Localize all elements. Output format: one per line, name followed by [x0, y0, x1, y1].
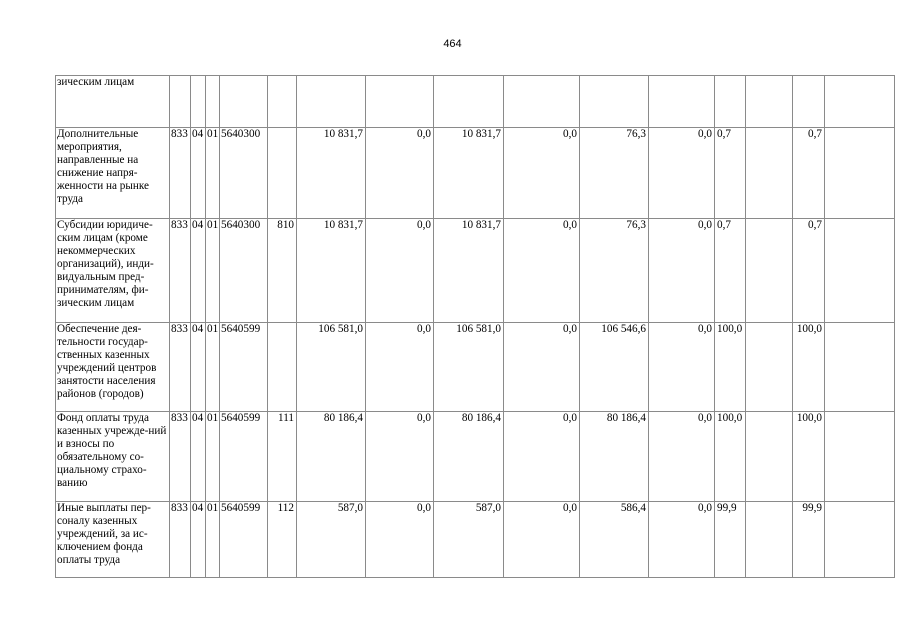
- cell-pct-fed: [746, 76, 793, 128]
- table-row: [56, 219, 895, 323]
- cell-pct-other: [825, 76, 895, 128]
- cell-plan-other: 0,0: [504, 502, 580, 578]
- cell-exec-total: 586,4: [580, 502, 649, 578]
- table-row: [56, 128, 895, 219]
- cell-pct-fed: [746, 502, 793, 578]
- cell-pct-reg: 0,7: [793, 128, 825, 219]
- cell-pct-other: [825, 219, 895, 323]
- cell-plan-total: 106 581,0: [297, 323, 366, 412]
- cell-vr: [268, 128, 297, 219]
- cell-pr: 01: [206, 128, 220, 219]
- cell-exec-fed: [649, 76, 715, 128]
- row-name: Обеспечение дея-тельности государ-ственных казенных учреждений центров занятости населения районов (городов): [56, 323, 170, 412]
- cell-exec-total: 80 186,4: [580, 412, 649, 502]
- cell-pct-total: 100,0: [715, 412, 746, 502]
- cell-gr: 833: [170, 323, 191, 412]
- cell-gr: 833: [170, 412, 191, 502]
- cell-plan-total: 80 186,4: [297, 412, 366, 502]
- cell-csr: 5640599: [220, 323, 268, 412]
- cell-plan-fed: 0,0: [366, 323, 434, 412]
- cell-plan-reg: 10 831,7: [434, 128, 504, 219]
- cell-plan-fed: 0,0: [366, 219, 434, 323]
- cell-pct-fed: [746, 128, 793, 219]
- cell-pct-reg: 100,0: [793, 412, 825, 502]
- cell-exec-total: [580, 76, 649, 128]
- row-name: Дополнительные мероприятия, направленные на снижение напря-женности на рынке труда: [56, 128, 170, 219]
- cell-plan-reg: 80 186,4: [434, 412, 504, 502]
- cell-pct-other: [825, 502, 895, 578]
- cell-exec-fed: 0,0: [649, 128, 715, 219]
- cell-pct-fed: [746, 323, 793, 412]
- cell-exec-fed: 0,0: [649, 412, 715, 502]
- cell-gr: [170, 76, 191, 128]
- table-row: [56, 502, 895, 578]
- cell-plan-other: [504, 76, 580, 128]
- row-name: Субсидии юридиче-ским лицам (кроме некоммерческих организаций), инди-видуальным пред-принимателям, фи-зическим лицам: [56, 219, 170, 323]
- table-row: [56, 76, 895, 128]
- cell-pct-other: [825, 323, 895, 412]
- budget-table: [55, 75, 895, 578]
- cell-plan-total: 10 831,7: [297, 219, 366, 323]
- cell-exec-total: 76,3: [580, 128, 649, 219]
- cell-plan-reg: [434, 76, 504, 128]
- cell-plan-other: 0,0: [504, 128, 580, 219]
- cell-rz: 04: [191, 323, 206, 412]
- cell-plan-fed: 0,0: [366, 128, 434, 219]
- cell-pct-other: [825, 128, 895, 219]
- cell-rz: [191, 76, 206, 128]
- cell-vr: 111: [268, 412, 297, 502]
- cell-plan-other: 0,0: [504, 323, 580, 412]
- cell-plan-fed: [366, 76, 434, 128]
- cell-pct-total: 99,9: [715, 502, 746, 578]
- cell-exec-fed: 0,0: [649, 502, 715, 578]
- table-row: [56, 412, 895, 502]
- cell-csr: 5640599: [220, 502, 268, 578]
- cell-vr: 112: [268, 502, 297, 578]
- cell-rz: 04: [191, 502, 206, 578]
- cell-pr: 01: [206, 323, 220, 412]
- cell-plan-reg: 587,0: [434, 502, 504, 578]
- cell-pct-reg: [793, 76, 825, 128]
- table-row: [56, 323, 895, 412]
- row-name: зическим лицам: [56, 76, 170, 128]
- cell-plan-other: 0,0: [504, 412, 580, 502]
- row-name: Фонд оплаты труда казенных учрежде-ний и взносы по обязательному со-циальному страхо-ванию: [56, 412, 170, 502]
- cell-pct-reg: 0,7: [793, 219, 825, 323]
- cell-plan-total: [297, 76, 366, 128]
- cell-pct-total: 0,7: [715, 219, 746, 323]
- cell-exec-total: 76,3: [580, 219, 649, 323]
- cell-pct-reg: 99,9: [793, 502, 825, 578]
- cell-plan-fed: 0,0: [366, 502, 434, 578]
- cell-pct-total: 100,0: [715, 323, 746, 412]
- cell-csr: [220, 76, 268, 128]
- cell-vr: [268, 323, 297, 412]
- cell-plan-total: 10 831,7: [297, 128, 366, 219]
- cell-pct-fed: [746, 412, 793, 502]
- cell-rz: 04: [191, 412, 206, 502]
- cell-plan-fed: 0,0: [366, 412, 434, 502]
- cell-pct-total: 0,7: [715, 128, 746, 219]
- cell-vr: [268, 76, 297, 128]
- page-number: 464: [443, 38, 462, 50]
- cell-rz: 04: [191, 219, 206, 323]
- cell-plan-reg: 106 581,0: [434, 323, 504, 412]
- cell-gr: 833: [170, 502, 191, 578]
- cell-pct-reg: 100,0: [793, 323, 825, 412]
- cell-csr: 5640300: [220, 219, 268, 323]
- cell-exec-fed: 0,0: [649, 323, 715, 412]
- cell-vr: 810: [268, 219, 297, 323]
- cell-pr: 01: [206, 412, 220, 502]
- cell-plan-total: 587,0: [297, 502, 366, 578]
- cell-pct-total: [715, 76, 746, 128]
- cell-pr: 01: [206, 219, 220, 323]
- row-name: Иные выплаты пер-соналу казенных учреждений, за ис-ключением фонда оплаты труда: [56, 502, 170, 578]
- cell-rz: 04: [191, 128, 206, 219]
- cell-gr: 833: [170, 128, 191, 219]
- cell-plan-other: 0,0: [504, 219, 580, 323]
- cell-csr: 5640599: [220, 412, 268, 502]
- cell-pct-other: [825, 412, 895, 502]
- cell-pr: [206, 76, 220, 128]
- cell-pr: 01: [206, 502, 220, 578]
- cell-plan-reg: 10 831,7: [434, 219, 504, 323]
- cell-csr: 5640300: [220, 128, 268, 219]
- cell-pct-fed: [746, 219, 793, 323]
- cell-exec-fed: 0,0: [649, 219, 715, 323]
- cell-gr: 833: [170, 219, 191, 323]
- cell-exec-total: 106 546,6: [580, 323, 649, 412]
